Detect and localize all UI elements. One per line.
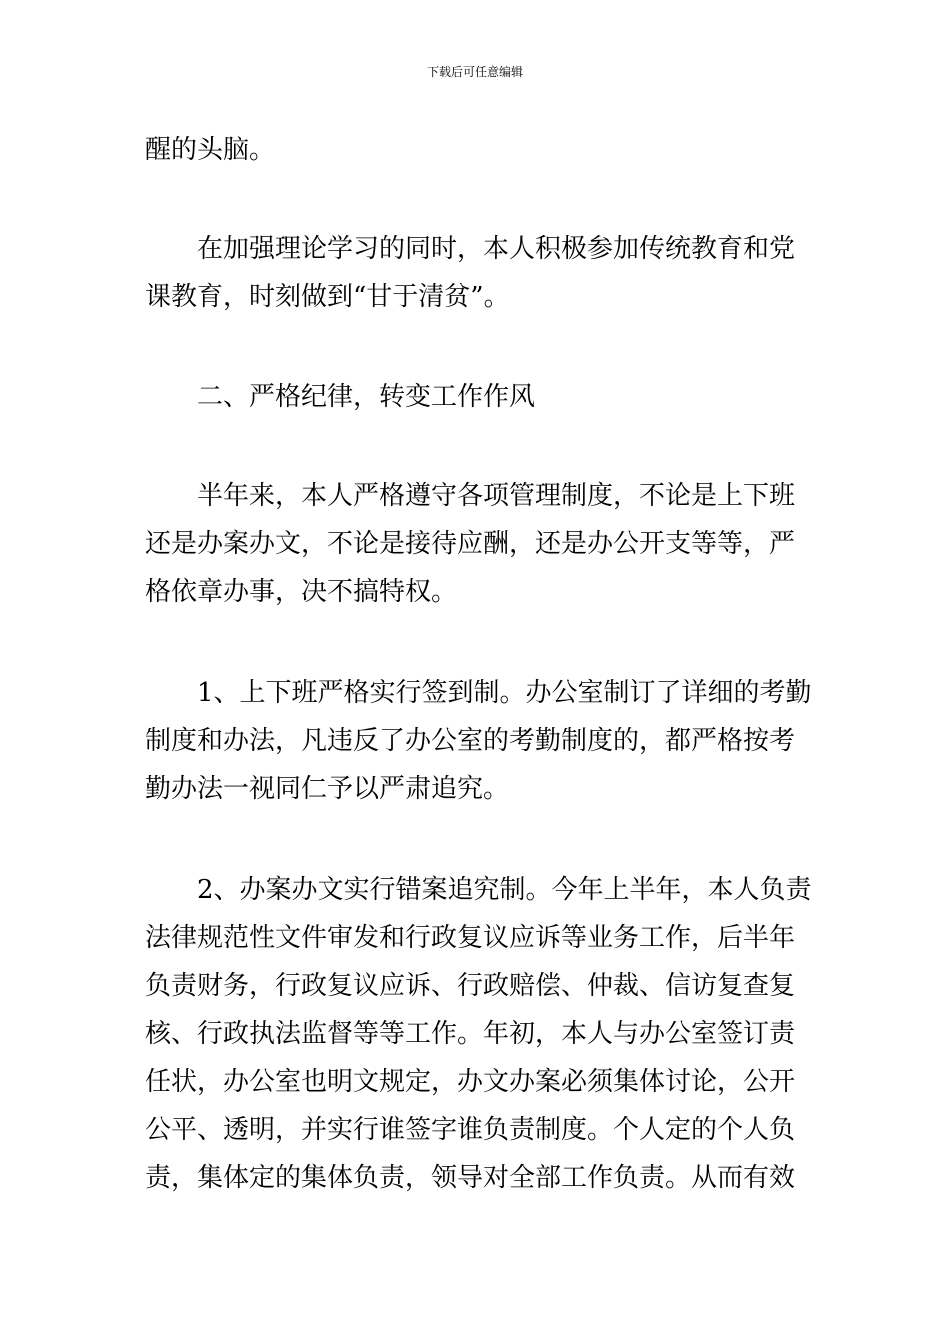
paragraph-3 bbox=[145, 472, 810, 616]
page-header: 下载后可任意编辑 bbox=[426, 65, 523, 79]
paragraph-line: 1、上下班严格实行签到制。办公室制订了详细的考勤 bbox=[197, 678, 812, 708]
paragraph-5 bbox=[145, 866, 810, 1202]
heading-line: 二、严格纪律，转变工作作风 bbox=[197, 382, 536, 412]
paragraph-line: 公平、透明，并实行谁签字谁负责制度。个人定的个人负 bbox=[145, 1115, 796, 1145]
paragraph-1 bbox=[145, 126, 810, 174]
paragraph-line: 任状，办公室也明文规定，办文办案必须集体讨论，公开 bbox=[145, 1067, 796, 1097]
paragraph-4 bbox=[145, 669, 810, 813]
paragraph-line: 课教育，时刻做到“甘于清贫”。 bbox=[145, 282, 510, 312]
paragraph-2 bbox=[145, 225, 810, 321]
paragraph-line: 负责财务，行政复议应诉、行政赔偿、仲裁、信访复查复 bbox=[145, 971, 796, 1001]
paragraph-line: 2、办案办文实行错案追究制。今年上半年，本人负责 bbox=[197, 875, 812, 905]
paragraph-line: 醒的头脑。 bbox=[145, 135, 276, 165]
paragraph-line: 格依章办事，决不搞特权。 bbox=[145, 577, 458, 607]
paragraph-line: 还是办案办文，不论是接待应酬，还是办公开支等等，严 bbox=[145, 529, 796, 559]
paragraph-line: 法律规范性文件审发和行政复议应诉等业务工作，后半年 bbox=[145, 923, 796, 953]
paragraph-line: 勤办法一视同仁予以严肃追究。 bbox=[145, 774, 510, 804]
paragraph-line: 责，集体定的集体负责，领导对全部工作负责。从而有效 bbox=[145, 1163, 796, 1193]
paragraph-line: 在加强理论学习的同时，本人积极参加传统教育和党 bbox=[197, 234, 796, 264]
paragraph-line: 核、行政执法监督等等工作。年初，本人与办公室签订责 bbox=[145, 1019, 796, 1049]
paragraph-line: 制度和办法，凡违反了办公室的考勤制度的，都严格按考 bbox=[145, 726, 796, 756]
paragraph-line: 半年来，本人严格遵守各项管理制度，不论是上下班 bbox=[197, 481, 796, 511]
section-heading-2 bbox=[145, 373, 810, 421]
